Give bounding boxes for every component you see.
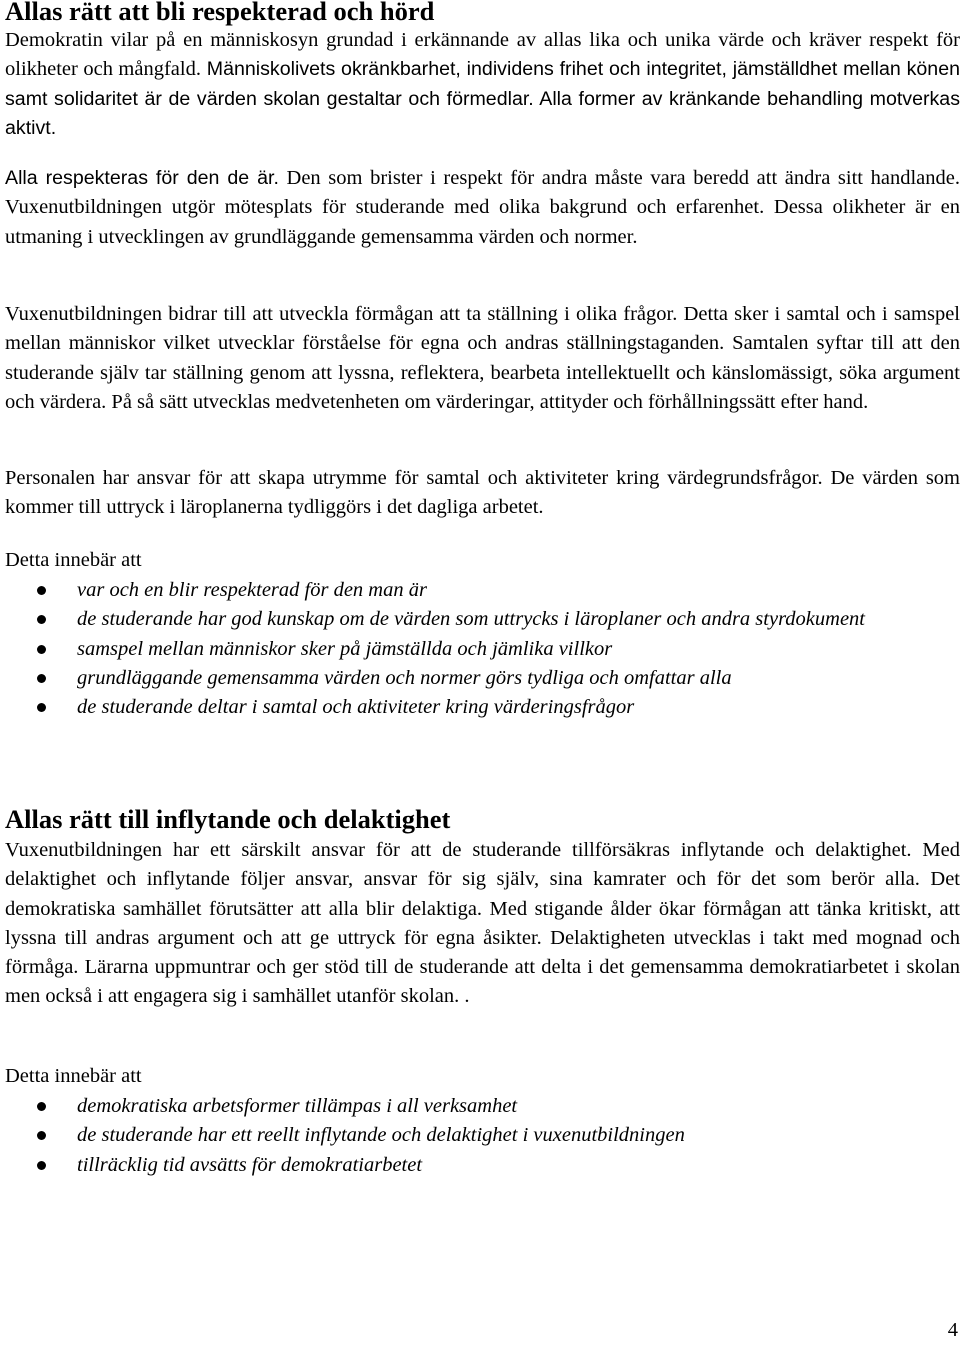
bullet-icon [37, 674, 46, 683]
bullet-icon [37, 645, 46, 654]
paragraph-dialogue [5, 300, 960, 417]
list-item-text: de studerande har god kunskap om de värden som uttrycks i läroplaner och andra styrdokument [77, 608, 865, 631]
list-intro-1-text: Detta innebär att [5, 549, 142, 571]
bullet-icon [37, 1131, 46, 1140]
list-item [5, 1121, 960, 1150]
paragraph-respect-sans: Alla respekteras för den de är. [5, 167, 279, 189]
bullet-icon [37, 703, 46, 712]
paragraph-influence-text: Vuxenutbildningen har ett särskilt ansvar för att de studerande tillförsäkras inflytande och delaktighet. Med delaktighet och inflytande följer ansvar, ansvar för sig själv, sina kamrater och för det som berör alla. Det demokratiska samhället förutsätter att alla blir delaktiga. Med stigande ålder ökar förmågan att tänka kritiskt, att lyssna till andras argument och att ge uttryck för egna åsikter. Delaktigheten utvecklas i takt med mognad och förmåga. Lärarna uppmuntrar och ger stöd till de studerande att delta i det gemensamma demokratiarbetet i skolan men också i att engagera sig i samhället utanför skolan. . [5, 839, 960, 1008]
list-item [5, 635, 960, 664]
paragraph-staff-text: Personalen har ansvar för att skapa utrymme för samtal och aktiviteter kring värdegrundsfrågor. De värden som kommer till uttryck i läroplanerna tydliggörs i det dagliga arbetet. [5, 467, 960, 519]
list-item [5, 1151, 960, 1180]
bullet-icon [37, 1161, 46, 1170]
list-item-text: grundläggande gemensamma värden och normer görs tydliga och omfattar alla [77, 666, 732, 689]
list-intro-2 [5, 1062, 960, 1091]
list-item [5, 1092, 960, 1121]
list-intro-2-text: Detta innebär att [5, 1065, 142, 1087]
list-item-text: de studerande har ett reellt inflytande och delaktighet i vuxenutbildningen [77, 1124, 685, 1147]
paragraph-democracy-sans: Människolivets okränkbarhet, individens frihet och integritet, jämställdhet mellan könen samt solidaritet är de värden skolan gestaltar och förmedlar. Alla former av kränkande behandling motverkas aktivt. [5, 58, 960, 139]
section-heading-influence: Allas rätt till inflytande och delaktighet [5, 804, 451, 834]
bullet-icon [37, 1102, 46, 1111]
bullet-icon [37, 586, 46, 595]
paragraph-staff [5, 464, 960, 523]
list-item-text: de studerande deltar i samtal och aktiviteter kring värderingsfrågor [77, 696, 635, 719]
paragraph-respect-serif: Den som brister i respekt för andra måste vara beredd att ändra sitt handlande. Vuxenutbildningen utgör mötesplats för studerande med olika bakgrund och erfarenhet. Dessa olikheter är en utmaning i utvecklingen av grundläggande gemensamma värden och normer. [5, 167, 960, 248]
list-item [5, 693, 960, 722]
bullet-list-1 [5, 576, 960, 722]
list-item [5, 605, 960, 634]
list-item-text: samspel mellan människor sker på jämställda och jämlika villkor [77, 637, 613, 660]
list-item [5, 664, 960, 693]
paragraph-democracy [5, 26, 960, 143]
paragraph-democracy-serif: Demokratin vilar på en människosyn grundad i erkännande av allas lika och unika värde och kräver respekt för olikheter och mångfald. [5, 29, 960, 81]
list-intro-1 [5, 546, 960, 575]
page-number: 4 [947, 1319, 958, 1341]
list-item-text: demokratiska arbetsformer tillämpas i all verksamhet [77, 1095, 518, 1117]
paragraph-influence [5, 836, 960, 1012]
section-heading-respect: Allas rätt att bli respekterad och hörd [5, 0, 435, 26]
paragraph-respect [5, 164, 960, 252]
paragraph-dialogue-text: Vuxenutbildningen bidrar till att utveckla förmågan att ta ställning i olika frågor. Detta sker i samtal och i samspel mellan människor vilket utvecklar förståelse för egna och andras ställningstaganden. Samtalen syftar till att den studerande själv tar ställning genom att lyssna, reflektera, bearbeta intellektuellt och känslomässigt, söka argument och värdera. På så sätt utvecklas medvetenheten om värderingar, attityder och förhållningssätt efter hand. [5, 303, 960, 413]
list-item-text: tillräcklig tid avsätts för demokratiarbetet [77, 1153, 423, 1176]
bullet-icon [37, 615, 46, 624]
bullet-list-2 [5, 1092, 960, 1180]
list-item [5, 576, 960, 605]
list-item-text: var och en blir respekterad för den man är [77, 579, 427, 601]
